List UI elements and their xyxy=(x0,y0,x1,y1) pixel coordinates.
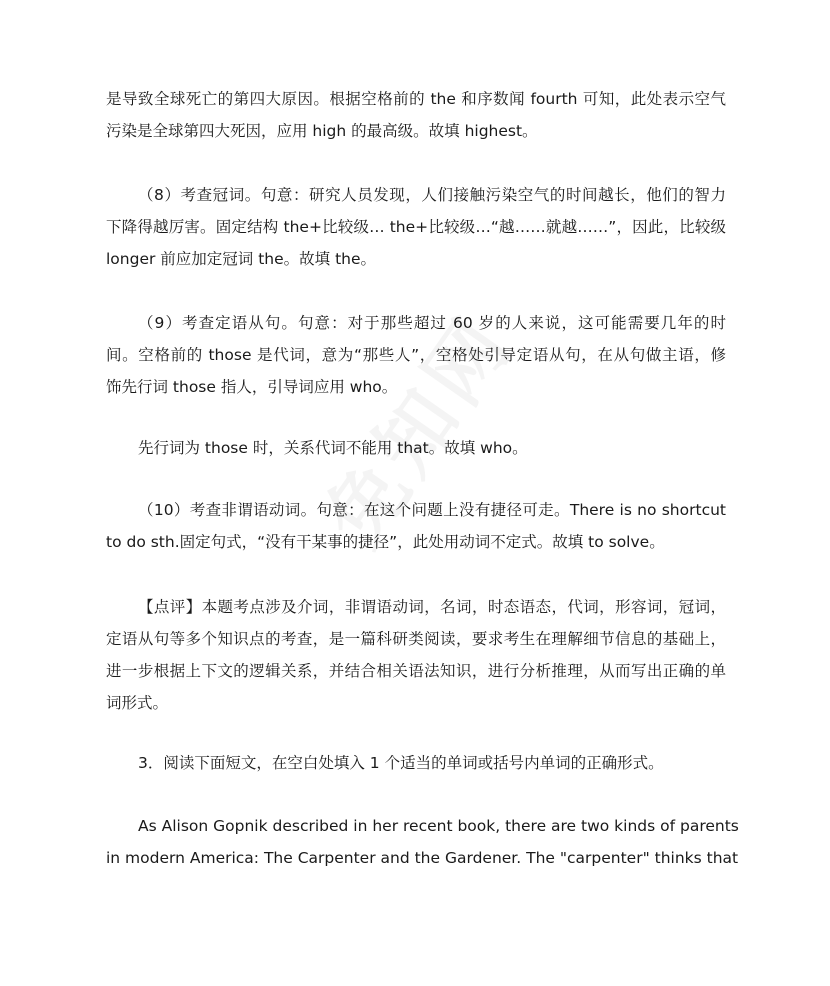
review-line-3: 进一步根据上下文的逻辑关系，并结合相关语法知识，进行分析推理，从而写出正确的单 xyxy=(106,662,726,680)
paragraph-9-line-1: （9）考查定语从句。句意：对于那些超过 60 岁的人来说，这可能需要几年的时 xyxy=(138,314,726,332)
paragraph-8-line-1: （8）考查冠词。句意：研究人员发现，人们接触污染空气的时间越长，他们的智力 xyxy=(138,186,726,204)
paragraph-8-line-2: 下降得越厉害。固定结构 the+比较级… the+比较级…“越……就越……”，因此，比较级 xyxy=(106,218,726,236)
paragraph-10-line-2: to do sth.固定句式，“没有干某事的捷径”，此处用动词不定式。故填 to solve。 xyxy=(106,533,665,551)
paragraph-8-line-3: longer 前应加定冠词 the。故填 the。 xyxy=(106,250,377,268)
paragraph-9-line-2: 间。空格前的 those 是代词，意为“那些人”，空格处引导定语从句，在从句做主语，修 xyxy=(106,346,726,364)
review-line-2: 定语从句等多个知识点的考查，是一篇科研类阅读，要求考生在理解细节信息的基础上， xyxy=(106,630,726,648)
paragraph-7-line-2: 污染是全球第四大死因，应用 high 的最高级。故填 highest。 xyxy=(106,122,538,140)
paragraph-9-line-3: 饰先行词 those 指人，引导词应用 who。 xyxy=(106,378,398,396)
review-line-1: 【点评】本题考点涉及介词，非谓语动词，名词，时态语态，代词，形容词，冠词， xyxy=(138,598,726,616)
review-line-4: 词形式。 xyxy=(106,694,169,712)
question-3-title: 3．阅读下面短文，在空白处填入 1 个适当的单词或括号内单词的正确形式。 xyxy=(138,754,664,772)
passage-line-1: As Alison Gopnik described in her recent book, there are two kinds of parents xyxy=(138,817,739,835)
watermark xyxy=(227,233,612,628)
paragraph-10-line-1: （10）考查非谓语动词。句意：在这个问题上没有捷径可走。There is no shortcut xyxy=(138,501,726,519)
passage-line-2: in modern America: The Carpenter and the Gardener. The "carpenter" thinks that xyxy=(106,849,739,867)
paragraph-9b-line-1: 先行词为 those 时，关系代词不能用 that。故填 who。 xyxy=(138,439,528,457)
paragraph-7-line-1: 是导致全球死亡的第四大原因。根据空格前的 the 和序数闻 fourth 可知，此处表示空气 xyxy=(106,90,726,108)
